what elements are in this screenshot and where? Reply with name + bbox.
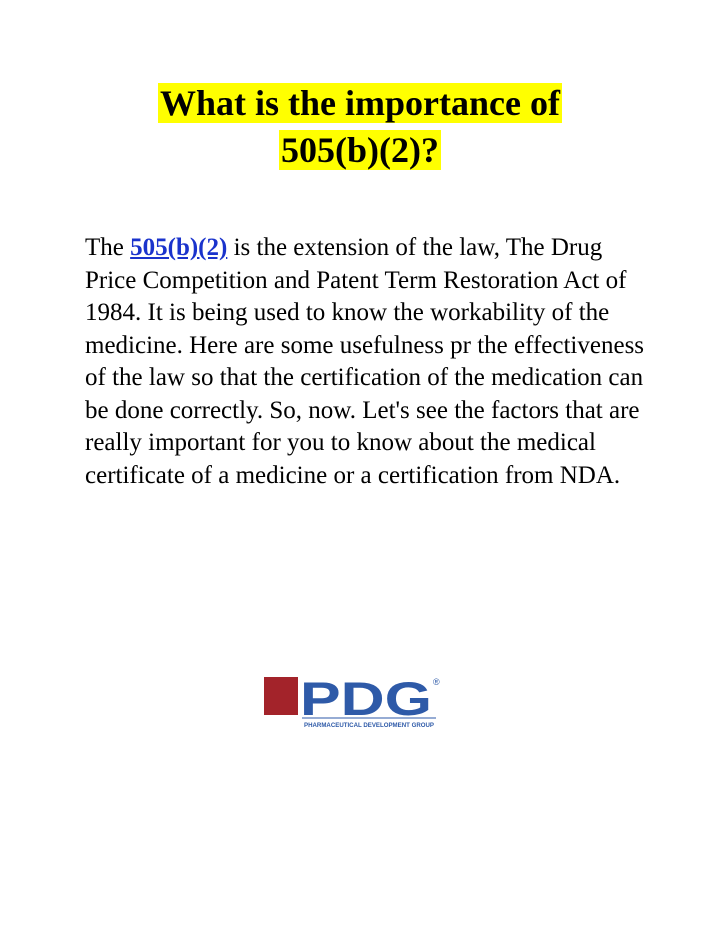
page-title — [0, 80, 720, 174]
paragraph-intro: The — [85, 234, 131, 261]
logo-registered: ® — [433, 677, 440, 687]
title-line-1: What is the importance of — [160, 83, 560, 123]
paragraph-rest: is the extension of the law, The Drug Price Competition and Patent Term Restoration Act of 1984. It is being used to know the workability of the medicine. Here are some usefulness pr the effectiveness of the law so that the certification of the medication can be done correctly. So, now. Let's see the factors that are really important for you to know about the medical certificate of a medicine or a certification from NDA. — [85, 234, 645, 489]
pdg-logo — [264, 672, 444, 732]
505b2-link[interactable]: 505(b)(2) — [130, 234, 228, 261]
title-line-2: 505(b)(2)? — [281, 130, 439, 170]
logo-tagline: PHARMACEUTICAL DEVELOPMENT GROUP — [304, 723, 434, 729]
body-paragraph — [85, 232, 645, 492]
logo-mark: PDG — [300, 672, 432, 725]
logo-square — [264, 677, 298, 715]
